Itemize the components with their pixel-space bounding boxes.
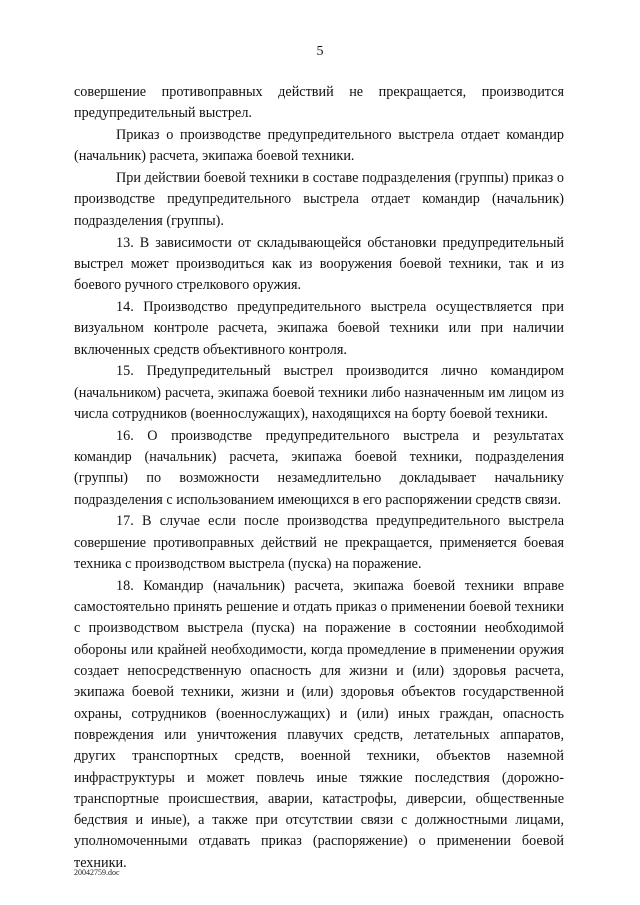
paragraph-15: 15. Предупредительный выстрел производится лично командиром (начальником) расчета, экипажа боевой техники либо назначенным им лицом из числа сотрудников (военнослужащих), находящихся на борту боевой техники. <box>74 363 564 422</box>
paragraph-17: 17. В случае если после производства предупредительного выстрела совершение противоправных действий не прекращается, применяется боевая техника с производством выстрела (пуска) на поражение. <box>74 513 564 573</box>
paragraph-order-by-commander: Приказ о производстве предупредительного выстрела отдает командир (начальник) расчета, экипажа боевой техники. <box>74 127 564 165</box>
paragraph-order-by-unit-commander: При действии боевой техники в составе подразделения (группы) приказ о производстве предупредительного выстрела отдает командир (начальник) подразделения (группы). <box>74 170 564 229</box>
paragraph-14: 14. Производство предупредительного выстрела осуществляется при визуальном контроле расчета, экипажа боевой техники или при наличии включенных средств объективного контроля. <box>74 298 564 358</box>
paragraph-13: 13. В зависимости от складывающейся обстановки предупредительный выстрел может производиться как из вооружения боевой техники, так и из боевого ручного стрелкового оружия. <box>74 234 564 294</box>
paragraph-18: 18. Командир (начальник) расчета, экипажа боевой техники вправе самостоятельно принять решение и отдать приказ о применении боевой техники с производством выстрела (пуска) на поражение в состоянии необходимой обороны или крайней необходимости, когда промедление в применении оружия создает непосредственную опасность для жизни и (или) здоровья расчета, экипажа боевой техники, жизни и (или) здоровья объектов государственной охраны, сотрудников (военнослужащих) и (или) иных граждан, опасность повреждения или уничтожения плавучих средств, летательных аппаратов, других транспортных средств, военной техники, объектов наземной инфраструктуры и может повлечь иные тяжкие последствия (дорожно-транспортные происшествия, аварии, катастрофы, диверсии, общественные бедствия и иные), а также при отсутствии связи с должностными лицами, уполномоченными отдавать приказ (распоряжение) о применении боевой техники. <box>74 577 564 871</box>
paragraph-continuation: совершение противоправных действий не прекращается, производится предупредительный выстрел. <box>74 84 564 122</box>
page-number: 5 <box>316 44 324 59</box>
paragraph-16: 16. О производстве предупредительного выстрела и результатах командир (начальник) расчета, экипажа боевой техники, подразделения (группы) по возможности незамедлительно докладывает начальнику подразделения с использованием имеющихся в его распоряжении средств связи. <box>74 427 564 508</box>
document-footer-filename: 20042759.doc <box>74 868 120 877</box>
document-body <box>74 82 564 874</box>
